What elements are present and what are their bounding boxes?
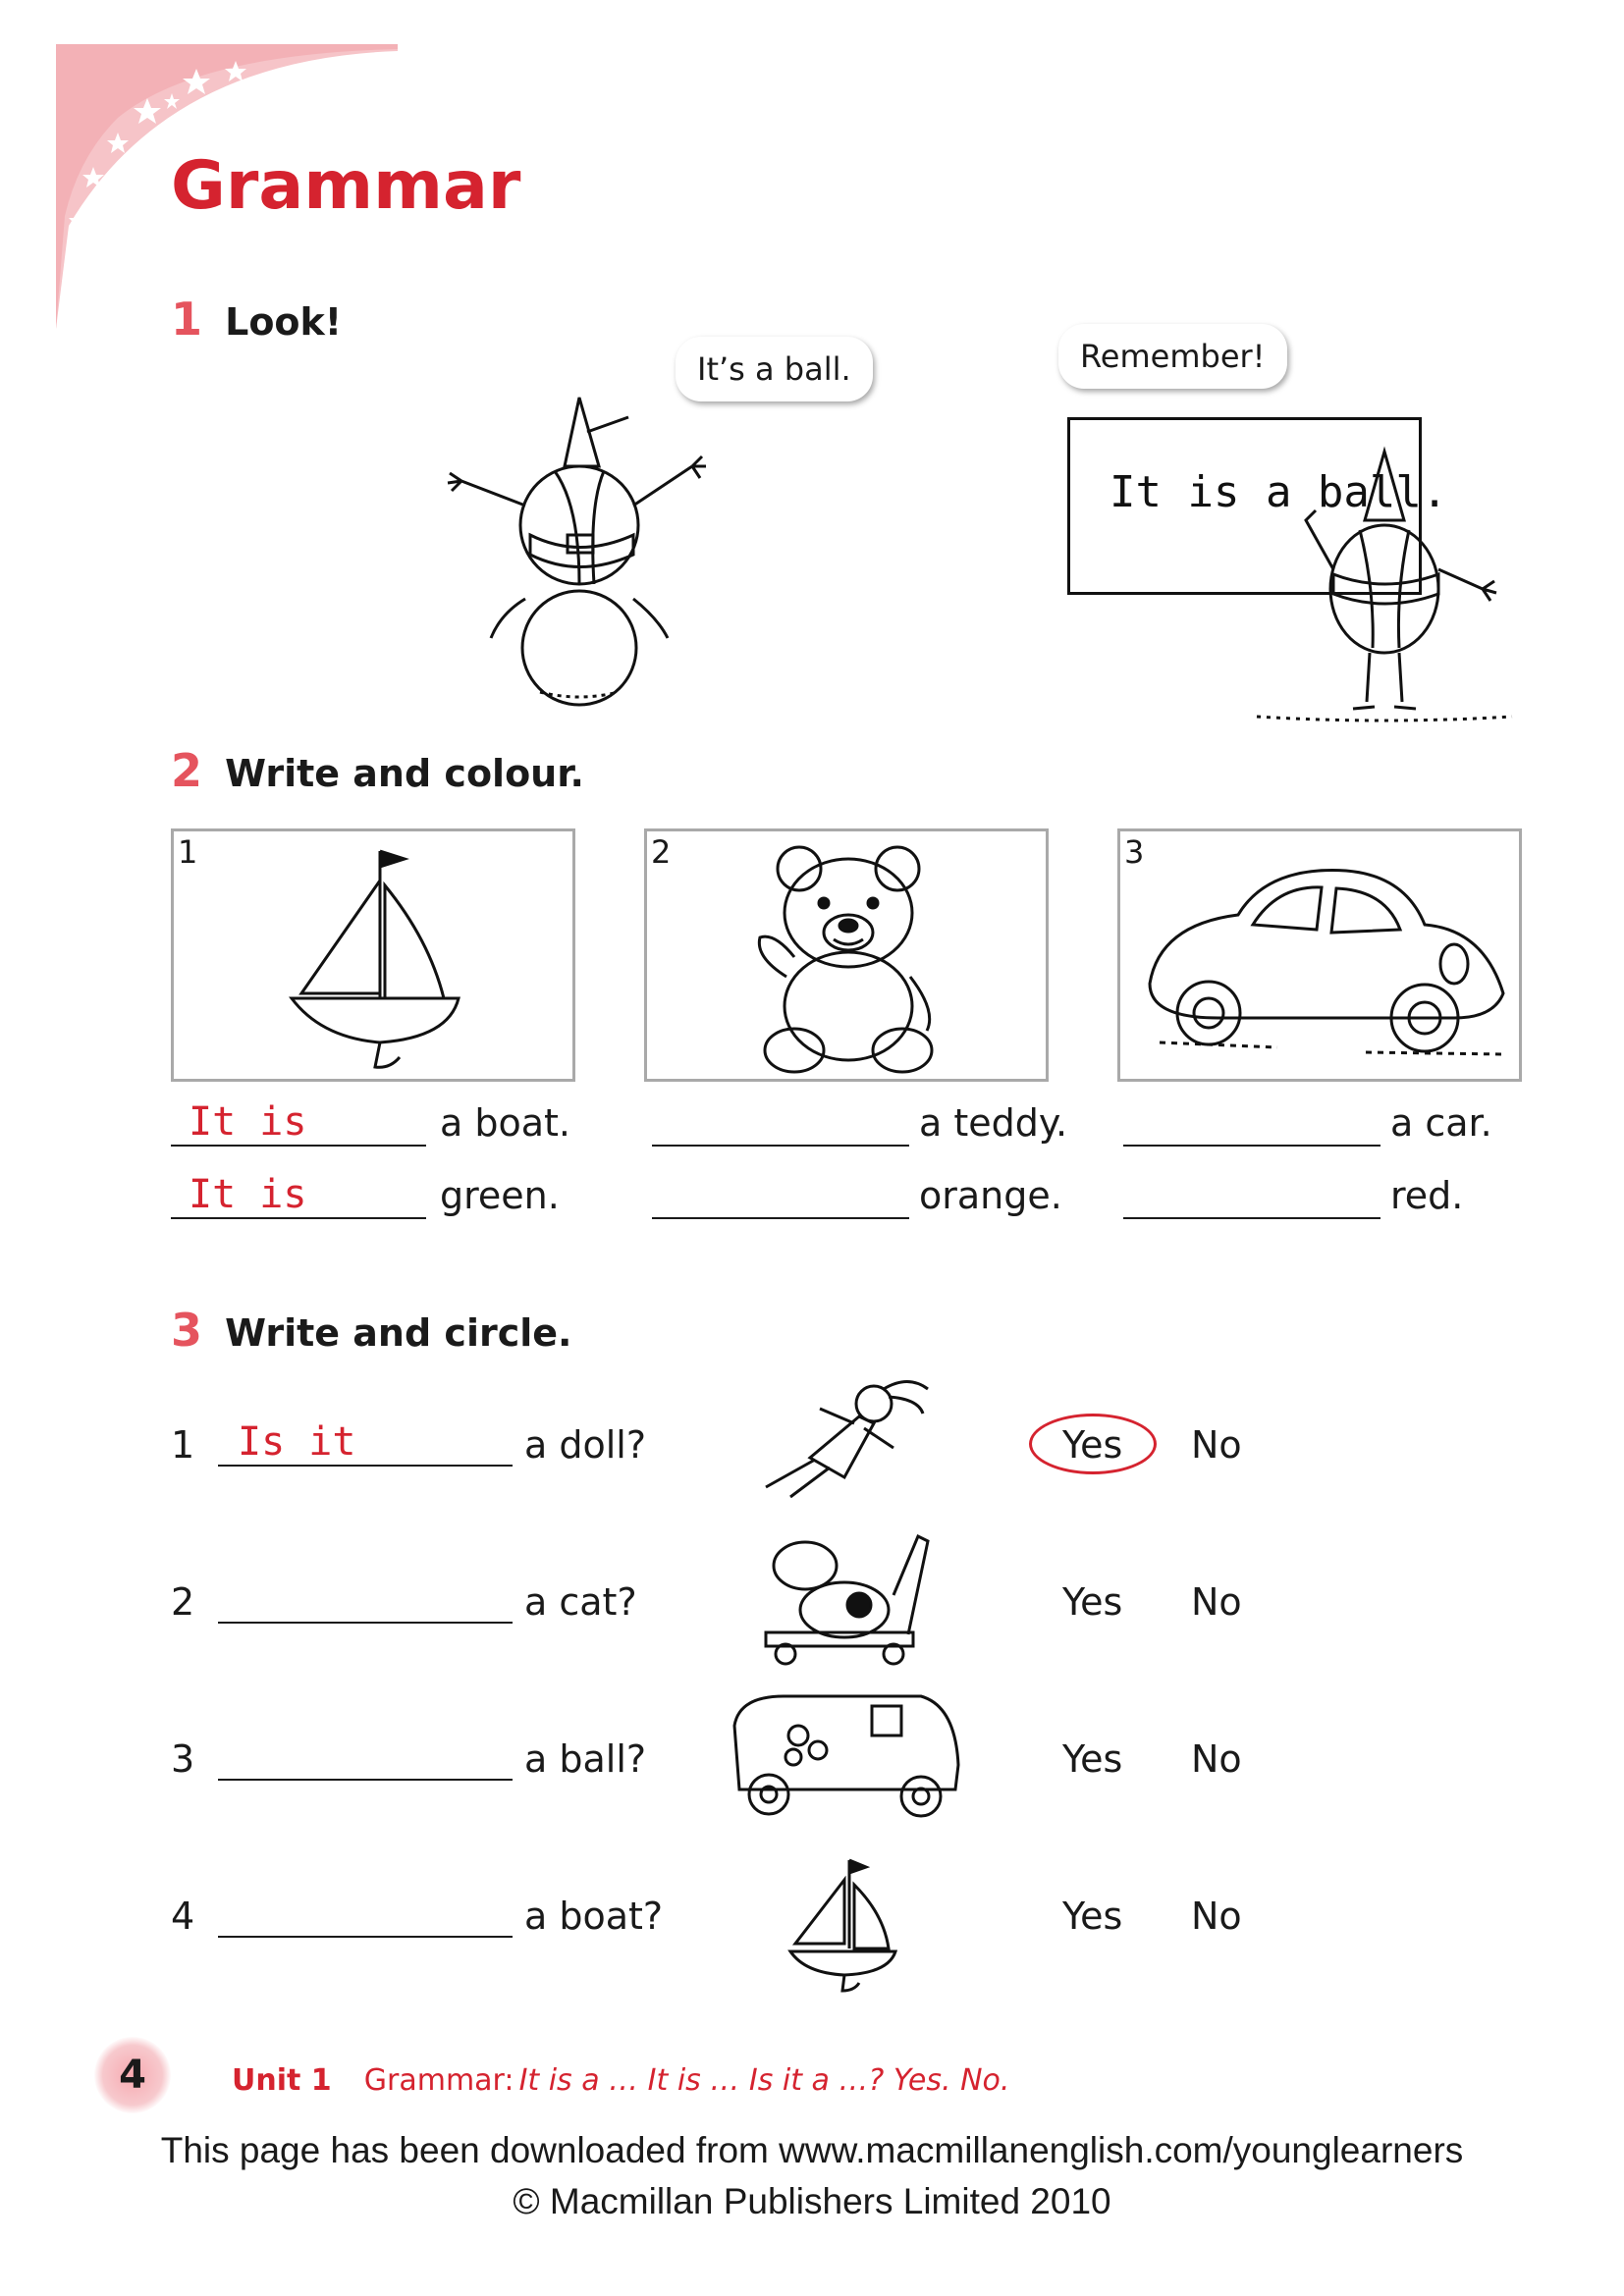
gnome-writing-icon — [1237, 432, 1522, 726]
sentence-text: a boat. — [440, 1101, 570, 1145]
item-number: 2 — [171, 1580, 195, 1624]
item-number: 3 — [171, 1737, 195, 1781]
toy-dog-icon — [746, 1526, 943, 1669]
no-option[interactable]: No — [1191, 1737, 1242, 1781]
section-3-heading — [171, 1304, 571, 1357]
sentence-text: green. — [440, 1174, 560, 1217]
small-boat-icon — [785, 1855, 903, 1993]
box-number: 2 — [651, 833, 672, 871]
no-option[interactable]: No — [1191, 1895, 1242, 1938]
copyright: © Macmillan Publishers Limited 2010 — [513, 2181, 1111, 2221]
question-text: a cat? — [524, 1580, 637, 1624]
picture-box — [644, 828, 1049, 1082]
section-1-heading — [171, 293, 342, 346]
sentence-text: red. — [1390, 1174, 1464, 1217]
section-number: 2 — [171, 744, 203, 797]
footer-unit-line — [232, 2063, 1009, 2098]
section-number: 1 — [171, 293, 203, 346]
grammar-label: Grammar: — [363, 2063, 514, 2098]
speech-bubble-left: It’s a ball. — [676, 337, 873, 401]
section-2-heading — [171, 744, 584, 797]
answer-blank[interactable] — [218, 1571, 513, 1624]
answer-blank[interactable] — [218, 1728, 513, 1781]
picture-box — [171, 828, 575, 1082]
gnome-on-ball-icon — [432, 388, 727, 712]
sentence-text: a teddy. — [919, 1101, 1068, 1145]
yes-option[interactable]: Yes — [1062, 1895, 1123, 1938]
answer-blank[interactable] — [1123, 1097, 1380, 1147]
section-number: 3 — [171, 1304, 203, 1357]
yes-option[interactable]: Yes — [1062, 1423, 1123, 1467]
download-note: This page has been downloaded from www.macmillanenglish.com/younglearners — [160, 2130, 1464, 2170]
page-title: Grammar — [171, 147, 521, 225]
toy-van-icon — [725, 1686, 965, 1819]
question-text: a ball? — [524, 1737, 647, 1781]
answer-blank[interactable] — [218, 1414, 513, 1467]
handwritten-answer: It is — [189, 1099, 307, 1145]
answer-blank[interactable] — [171, 1097, 426, 1147]
doll-icon — [746, 1369, 943, 1502]
page-number: 4 — [94, 2037, 171, 2113]
teddy-icon — [726, 839, 971, 1075]
sentence-text: a car. — [1390, 1101, 1492, 1145]
section-title: Write and colour. — [225, 752, 584, 795]
car-icon — [1130, 846, 1513, 1072]
grammar-items: It is a … It is … Is it a …? Yes. No. — [518, 2063, 1010, 2098]
box-number: 1 — [178, 833, 198, 871]
item-number: 4 — [171, 1895, 195, 1938]
yes-option[interactable]: Yes — [1062, 1580, 1123, 1624]
unit-label: Unit 1 — [232, 2063, 332, 2098]
question-text: a boat? — [524, 1895, 664, 1938]
answer-blank[interactable] — [218, 1885, 513, 1938]
picture-box — [1117, 828, 1522, 1082]
handwritten-answer: It is — [189, 1172, 307, 1217]
boat-icon — [282, 841, 468, 1072]
answer-blank[interactable] — [171, 1170, 426, 1219]
no-option[interactable]: No — [1191, 1580, 1242, 1624]
answer-blank[interactable] — [652, 1170, 909, 1219]
section-title: Write and circle. — [225, 1311, 572, 1355]
handwritten-answer: Is it — [238, 1419, 356, 1465]
speech-bubble-right: Remember! — [1058, 324, 1287, 389]
question-text: a doll? — [524, 1423, 647, 1467]
answer-blank[interactable] — [652, 1097, 909, 1147]
answer-blank[interactable] — [1123, 1170, 1380, 1219]
box-number: 3 — [1124, 833, 1145, 871]
section-title: Look! — [225, 300, 343, 344]
yes-option[interactable]: Yes — [1062, 1737, 1123, 1781]
item-number: 1 — [171, 1423, 195, 1467]
sentence-text: orange. — [919, 1174, 1062, 1217]
board-text: It is a ball. — [1110, 467, 1448, 517]
no-option[interactable]: No — [1191, 1423, 1242, 1467]
